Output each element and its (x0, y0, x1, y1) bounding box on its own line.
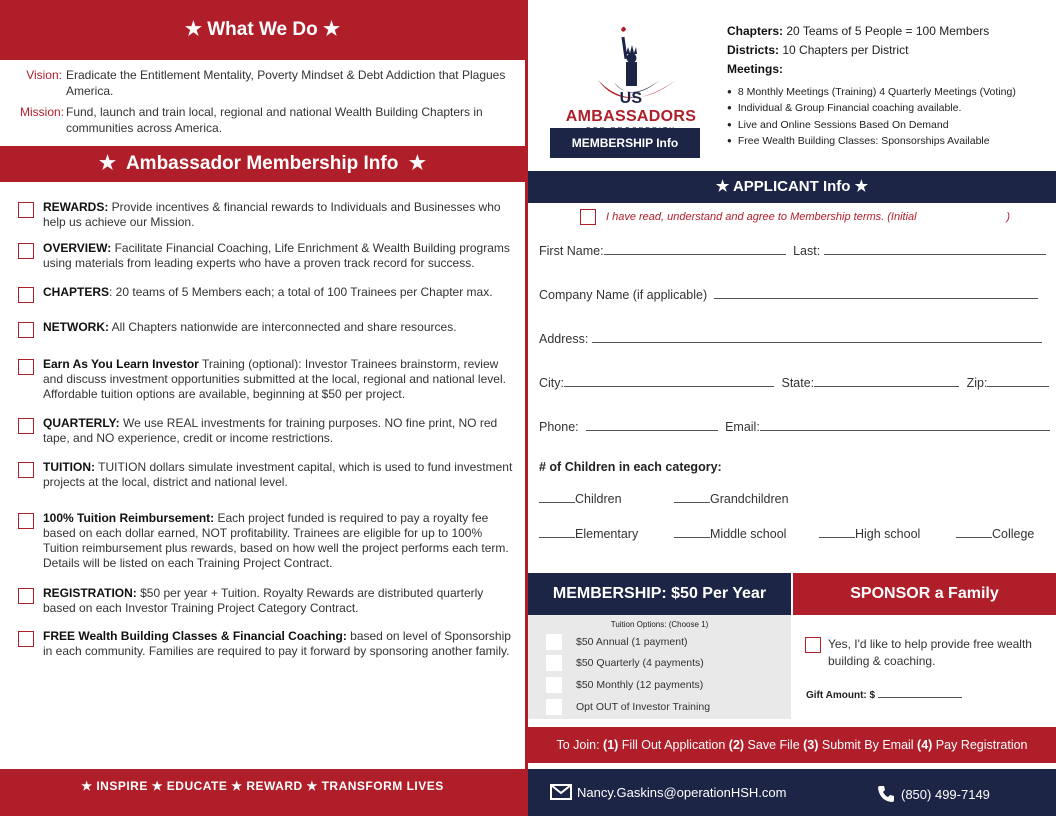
address-row (539, 332, 1042, 346)
star-icon: ★ (323, 19, 341, 40)
item-earn-as-you-learn (18, 357, 513, 402)
membership-info-button[interactable]: MEMBERSHIP Info (550, 128, 700, 158)
item-description: Training (optional): Investor Trainees brainstorm, review and discuss investment opportunities submitted at the local, regional and national level. Affordable tuition options are available, beginning at $50 per project. (43, 357, 506, 401)
item-description: All Chapters nationwide are interconnected and share resources. (109, 320, 457, 334)
item-description: TUITION dollars simulate investment capital, which is used to fund investment projects at the local, district and national level. (43, 460, 513, 489)
email-contact[interactable] (550, 784, 786, 800)
sponsor-option-text: Yes, I'd like to help provide free wealth building & coaching. (828, 637, 1032, 668)
category-label: Children (575, 492, 622, 506)
overview-checkbox[interactable] (18, 243, 34, 259)
city-label: City: (539, 376, 564, 390)
step-number: (4) (917, 738, 933, 752)
item-label: QUARTERLY: (43, 416, 120, 430)
districts-label: Districts: (727, 43, 780, 57)
item-registration (18, 586, 513, 616)
email-field[interactable] (760, 420, 1050, 431)
item-free-classes (18, 629, 513, 659)
bullet-item: ● 8 Monthly Meetings (Training) 4 Quarterly Meetings (Voting) (727, 84, 1052, 100)
chapters-label: Chapters: (727, 24, 784, 38)
logo-us: US (619, 90, 643, 107)
zip-field[interactable] (987, 376, 1049, 387)
step-number: (3) (803, 738, 819, 752)
option-label: $50 Monthly (12 payments) (576, 679, 704, 691)
what-we-do-banner (0, 0, 525, 60)
step-text: Save File (744, 738, 804, 752)
mission-row (20, 105, 510, 136)
chapter-info (727, 22, 1052, 79)
districts-text: 10 Chapters per District (779, 43, 909, 57)
meetings-bullets (727, 84, 1052, 149)
item-chapters (18, 285, 513, 303)
sponsor-option (805, 636, 1045, 670)
phone-field[interactable] (586, 420, 718, 431)
item-label: NETWORK: (43, 320, 109, 334)
city-row (539, 376, 1049, 390)
state-field[interactable] (814, 376, 959, 387)
quarterly-checkbox[interactable] (546, 655, 562, 671)
annual-checkbox[interactable] (546, 634, 562, 650)
phone-row (539, 420, 1050, 434)
item-rewards (18, 200, 513, 230)
item-description: based on level of Sponsorship in each community. Families are required to pay it forward by sponsoring another family. (43, 629, 511, 658)
item-label: OVERVIEW: (43, 241, 112, 255)
logo-ambassadors: AMBASSADORS (565, 108, 697, 125)
registration-checkbox[interactable] (18, 588, 34, 604)
category-children (539, 492, 622, 506)
email-label: Email: (725, 420, 760, 434)
star-icon: ★ (99, 153, 117, 174)
opt-out-checkbox[interactable] (546, 699, 562, 715)
vision-text: Eradicate the Entitlement Mentality, Poverty Mindset & Debt Addiction that Plagues America. (66, 68, 506, 98)
category-elementary (539, 527, 638, 541)
category-high-school (819, 527, 920, 541)
star-icon: ★ (81, 779, 93, 793)
vision-label: Vision: (26, 68, 62, 82)
company-label: Company Name (if applicable) (539, 288, 708, 302)
category-college (956, 527, 1034, 541)
star-icon: ★ (854, 178, 869, 195)
to-join-banner (528, 727, 1056, 763)
contact-phone[interactable]: (850) 499-7149 (901, 786, 990, 802)
first-name-label: First Name: (539, 244, 604, 258)
reimbursement-checkbox[interactable] (18, 513, 34, 529)
vision-mission (20, 68, 510, 142)
item-reimbursement (18, 511, 513, 571)
item-description: Facilitate Financial Coaching, Life Enrichment & Wealth Building programs using materials from leading experts who have a proven track record for success. (43, 241, 510, 270)
what-we-do-heading: What We Do (207, 19, 318, 40)
item-description: $50 per year + Tuition. Royalty Rewards are distributed quarterly based on each Investor Training Project Category Contract. (43, 586, 484, 615)
grandchildren-count-field[interactable] (674, 492, 710, 503)
item-label: CHAPTERS (43, 285, 110, 299)
agree-terms (580, 209, 1010, 225)
tagline: INSPIRE ★ EDUCATE ★ REWARD ★ TRANSFORM LIVES (96, 779, 444, 793)
step-text: Pay Registration (932, 738, 1028, 752)
zip-label: Zip: (966, 376, 988, 390)
rewards-checkbox[interactable] (18, 202, 34, 218)
chapters-checkbox[interactable] (18, 287, 34, 303)
step-text: Fill Out Application (618, 738, 729, 752)
item-description: We use REAL investments for training purposes. NO fine print, NO red tape, and NO experience, credit or income restrictions. (43, 416, 498, 445)
item-label: 100% Tuition Reimbursement: (43, 511, 215, 525)
tuition-option-opt-out (546, 699, 710, 715)
category-grandchildren (674, 492, 789, 506)
step-number: (1) (603, 738, 619, 752)
elementary-count-field[interactable] (539, 527, 575, 538)
vision-row (20, 68, 510, 99)
last-name-field[interactable] (824, 244, 1046, 255)
gift-amount-label: Gift Amount: $ (806, 690, 876, 701)
item-label: TUITION: (43, 460, 95, 474)
phone-label: Phone: (539, 420, 579, 434)
option-label: Opt OUT of Investor Training (576, 701, 711, 713)
city-field[interactable] (564, 376, 774, 387)
meetings-label: Meetings: (727, 62, 784, 76)
network-checkbox[interactable] (18, 322, 34, 338)
gift-amount (806, 689, 962, 701)
tagline-banner (0, 769, 525, 816)
category-label: Middle school (710, 527, 787, 541)
item-description: Provide incentives & financial rewards to Individuals and Businesses who help us achieve our Mission. (43, 200, 501, 229)
category-label: High school (855, 527, 921, 541)
star-icon: ★ (408, 153, 426, 174)
item-label: REGISTRATION: (43, 586, 137, 600)
chapters-text: 20 Teams of 5 People = 100 Members (783, 24, 990, 38)
gift-amount-field[interactable] (878, 689, 962, 698)
college-count-field[interactable] (956, 527, 992, 538)
sponsor-checkbox[interactable] (805, 637, 821, 653)
membership-info-heading: Ambassador Membership Info (125, 153, 399, 174)
first-name-field[interactable] (604, 244, 786, 255)
company-row (539, 288, 1038, 302)
bullet-item: ● Live and Online Sessions Based On Demand (727, 117, 1052, 133)
agree-close: ) (1006, 211, 1010, 223)
option-label: $50 Quarterly (4 payments) (576, 657, 704, 669)
left-panel (0, 0, 525, 816)
free-classes-checkbox[interactable] (18, 631, 34, 647)
item-description: Each project funded is required to pay a royalty fee based on each dollar earned, NOT profitability. Trainees are eligible for up to 100% Tuition reimbursement plus rewards, based on how well the project performs each term. Details will be listed on each Training Project Contract. (43, 511, 509, 570)
last-name-label: Last: (793, 244, 821, 258)
envelope-icon (550, 784, 572, 800)
tuition-options-heading: Tuition Options: (Choose 1) (610, 620, 709, 629)
category-label: College (992, 527, 1035, 541)
item-quarterly (18, 416, 513, 446)
step-number: (2) (728, 738, 745, 752)
right-panel (528, 0, 1056, 816)
mission-label: Mission: (20, 105, 65, 119)
tuition-option-annual (546, 634, 688, 650)
agree-checkbox[interactable] (580, 209, 596, 225)
high-school-count-field[interactable] (819, 527, 855, 538)
tuition-checkbox[interactable] (18, 462, 34, 478)
step-text: Submit By Email (818, 738, 918, 752)
item-label: FREE Wealth Building Classes & Financial Coaching: (43, 629, 347, 643)
state-label: State: (781, 376, 815, 390)
middle-school-count-field[interactable] (674, 527, 710, 538)
item-label: Earn As You Learn Investor (43, 357, 199, 371)
item-description: : 20 teams of 5 Members each; a total of 100 Trainees per Chapter max. (109, 285, 493, 299)
phone-contact[interactable] (876, 784, 990, 804)
category-label: Elementary (575, 527, 639, 541)
phone-icon (876, 784, 896, 804)
category-middle-school (674, 527, 786, 541)
quarterly-checkbox[interactable] (18, 418, 34, 434)
address-label: Address: (539, 332, 589, 346)
agree-text: I have read, understand and agree to Membership terms. (Initial (606, 211, 917, 223)
applicant-banner (528, 171, 1056, 203)
children-title: # of Children in each category: (539, 460, 722, 474)
monthly-checkbox[interactable] (546, 677, 562, 693)
earn-checkbox[interactable] (18, 359, 34, 375)
membership-heading: MEMBERSHIP: $50 Per Year (528, 573, 791, 615)
children-count-field[interactable] (539, 492, 575, 503)
item-overview (18, 241, 513, 271)
sponsor-heading: SPONSOR a Family (793, 573, 1056, 615)
to-join-prefix: To Join: (556, 738, 604, 752)
category-label: Grandchildren (710, 492, 789, 506)
contact-email[interactable]: Nancy.Gaskins@operationHSH.com (577, 784, 787, 800)
bullet-item: ● Individual & Group Financial coaching available. (727, 100, 1052, 116)
tuition-option-monthly (546, 677, 703, 693)
bullet-item: ● Free Wealth Building Classes: Sponsorships Available (727, 133, 1052, 149)
star-icon: ★ (715, 178, 730, 195)
star-icon: ★ (184, 19, 202, 40)
option-label: $50 Annual (1 payment) (576, 636, 688, 648)
name-row (539, 244, 1046, 258)
address-field[interactable] (592, 332, 1042, 343)
item-network (18, 320, 513, 338)
mission-text: Fund, launch and train local, regional and national Wealth Building Chapters in communities across America. (66, 105, 483, 135)
tuition-option-quarterly (546, 655, 704, 671)
membership-info-banner (0, 146, 525, 182)
applicant-heading: APPLICANT Info (732, 178, 851, 195)
item-tuition (18, 460, 513, 490)
item-label: REWARDS: (43, 200, 109, 214)
company-field[interactable] (714, 288, 1038, 299)
